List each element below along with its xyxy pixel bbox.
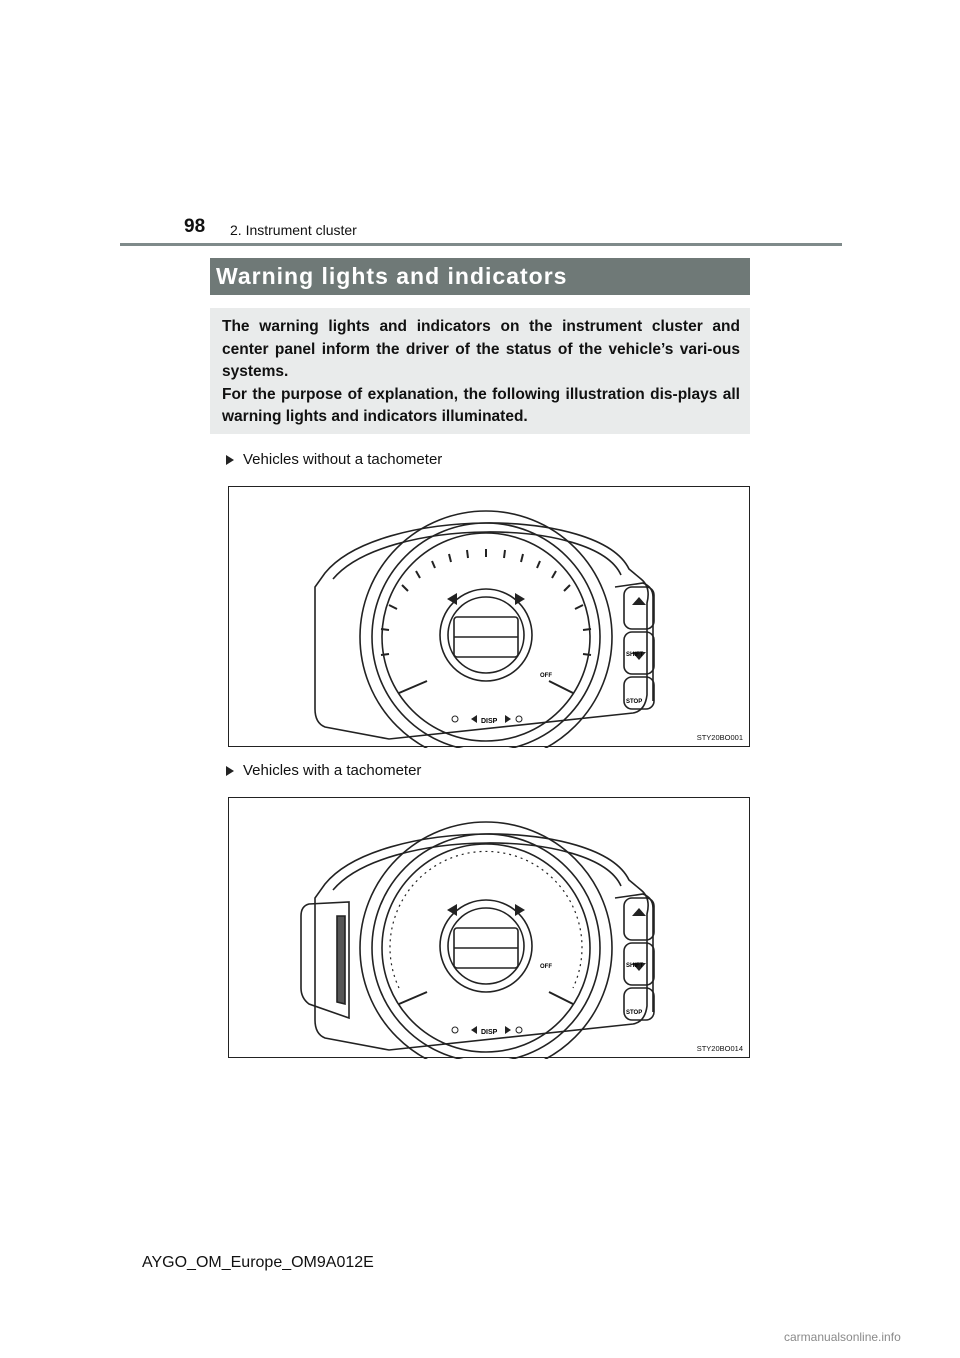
figure-1-caption [226,451,442,468]
instrument-cluster-illustration-with-tach [229,798,751,1059]
figure-1 [228,486,750,747]
instrument-cluster-illustration-no-tach [229,487,751,748]
figure-2-caption-text: Vehicles with a tachometer [243,762,422,779]
disp-label: DISP [481,718,498,725]
figure-2-caption [226,762,421,779]
watermark: carmanualsonline.info [784,1330,901,1344]
header-rule [120,243,842,246]
intro-paragraph-1: The warning lights and indicators on the instrument cluster and center panel inform the driver of the status of the vehicle’s vari-ous systems. [222,318,740,380]
figure-1-caption-text: Vehicles without a tachometer [243,451,443,468]
shift-label: SHIFT [626,963,644,969]
speedometer-ticks [381,549,591,693]
footer-document-id: AYGO_OM_Europe_OM9A012E [142,1254,374,1271]
disp-label: DISP [481,1029,498,1036]
intro-paragraph-2: For the purpose of explanation, the following illustration dis-plays all warning lights and indicators illuminated. [222,385,740,425]
shift-label: SHIFT [626,652,644,658]
page-number: 98 [184,216,206,237]
off-label: OFF [540,964,552,970]
page-title: Warning lights and indicators [210,258,750,295]
stop-label: STOP [626,699,643,705]
off-label: OFF [540,673,552,679]
bullet-triangle-icon [226,455,234,465]
stop-label: STOP [626,1010,643,1016]
figure-2-code: STY20BO014 [696,1044,743,1053]
bullet-triangle-icon [226,766,234,776]
figure-2 [228,797,750,1058]
intro-box [210,308,750,434]
figure-1-code: STY20BO001 [696,733,743,742]
section-label: 2. Instrument cluster [230,222,357,238]
